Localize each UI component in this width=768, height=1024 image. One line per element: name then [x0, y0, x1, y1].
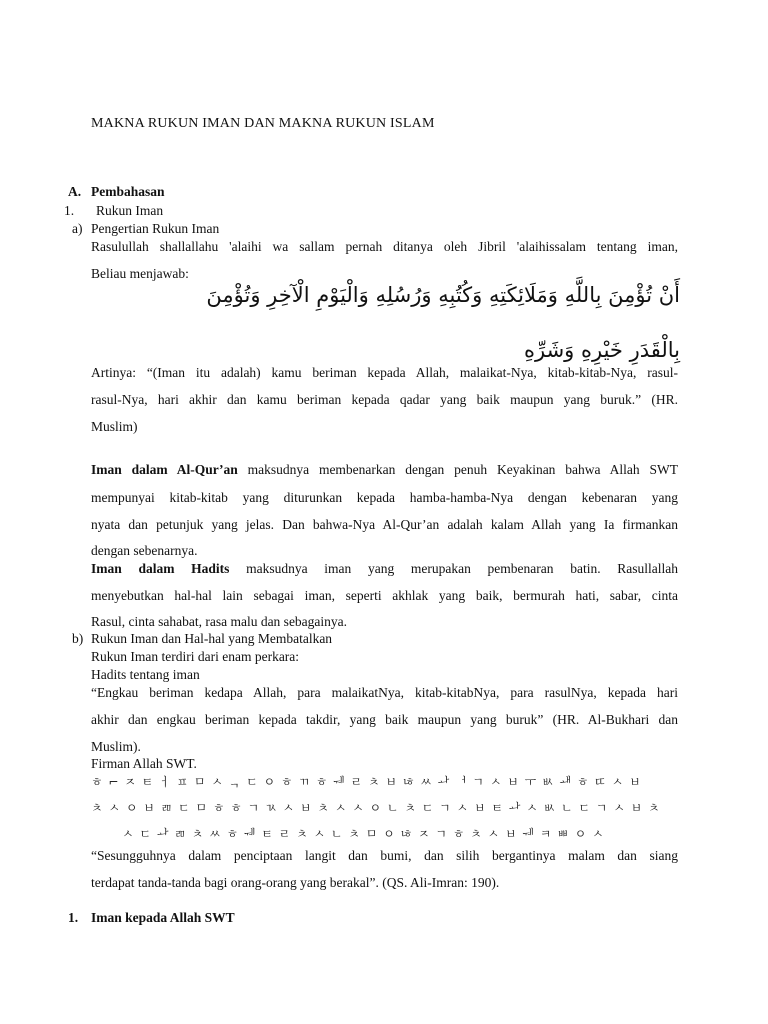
hadits-quote-line: “Engkau beriman kedapa Allah, para malaikatNya, kitab-kitabNya, para rasulNya, kepada hari [91, 685, 678, 700]
sub-b-marker: b) [72, 631, 84, 646]
garbled-verse-row: ㅊ ㅅ ㅇ ㅂ ㄻ ㄷ ㅁ ㅎ ㅎ ㄱ ㄳ ㅅ ㅂ ㅊ ㅅ ㅅ ㅇ ㄴ ㅊ ㄷ ㄱ ㅅ ㅂ ㅌ ᅪ ㅅ ㅄ ㄴ ㄷ ㄱ ㅅ ㅂ ㅊ [91, 801, 661, 815]
artinya-line: Muslim) [91, 419, 138, 434]
iman-hadits-term: Iman dalam Hadits [91, 561, 230, 576]
hadits-quote-line: akhir dan engkau beriman kepada takdir, yang baik maupun yang buruk” (HR. Al-Bukhari dan [91, 712, 678, 727]
garbled-verse-row: ㅎ ⌐ ㅈ ㅌ ㅓ ㅍ ㅁ ㅅ ᆨ ㄷ ㅇ ㅎ ㄲ ㅎ ᅰ ㄹ ㅊ ㅂ ㄶ ㅆ ᅪ ᅥ ㄱ ㅅ ㅂ ㅜ ㅄ ᅫ ㅎ ㄸ ㅅ ㅂ [91, 775, 642, 789]
section-a-marker: A. [68, 184, 82, 199]
item-1-heading: Rukun Iman [96, 203, 164, 218]
iman-quran-line: dengan sebenarnya. [91, 543, 198, 558]
artinya-line: rasul-Nya, hari akhir dan kamu beriman kepada qadar yang baik maupun yang buruk.” (HR. [91, 392, 678, 407]
iman-hadits-line: menyebutkan hal-hal lain sebagai iman, seperti akhlak yang baik, bermurah hati, sabar, cinta [91, 588, 678, 603]
heading-iman-kepada-allah: Iman kepada Allah SWT [91, 910, 235, 925]
rukun-iman-text: Rukun Iman terdiri dari enam perkara: [91, 649, 300, 664]
item-1-marker: 1. [64, 203, 75, 218]
arabic-hadith-line: أَنْ تُؤْمِنَ بِاللَّهِ وَمَلَائِكَتِهِ وَكُتُبِهِ وَرُسُلِهِ وَالْيَوْمِ الْآخِرِ وَتُؤْمِنَ [206, 283, 680, 307]
sub-b-heading: Rukun Iman dan Hal-hal yang Membatalkan [91, 631, 333, 646]
garbled-verse-row: ㅅ ㄷ ᅪ ㄻ ㅊ ㅆ ㅎ ᅰ ㅌ ㄹ ㅊ ㅅ ㄴ ㅊ ㅁ ㅇ ㄶ ㅈ ㄱ ㅎ ㅊ ㅅ ㅂ ᅰ ㅋ ㅃ ㅇ ㅅ [122, 827, 605, 841]
firman-label: Firman Allah SWT. [91, 756, 197, 771]
hadith-intro-line: Rasulullah shallallahu 'alaihi wa sallam pernah ditanya oleh Jibril 'alaihissalam tentang iman, [91, 239, 678, 254]
iman-hadits-text: maksudnya iman yang merupakan pembenaran batin. Rasullallah [229, 561, 678, 576]
hadits-label: Hadits tentang iman [91, 667, 200, 682]
verse-translation-line: terdapat tanda-tanda bagi orang-orang yang berakal”. (QS. Ali-Imran: 190). [91, 875, 500, 890]
iman-quran-term: Iman dalam Al-Qur’an [91, 462, 238, 477]
hadith-intro-line: Beliau menjawab: [91, 266, 189, 281]
heading-1-marker: 1. [68, 910, 79, 925]
section-a-heading: Pembahasan [91, 184, 165, 199]
sub-a-heading: Pengertian Rukun Iman [91, 221, 220, 236]
iman-quran-line [91, 462, 678, 478]
iman-quran-text: maksudnya membenarkan dengan penuh Keyakinan bahwa Allah SWT [237, 462, 678, 477]
artinya-line: Artinya: “(Iman itu adalah) kamu beriman kepada Allah, malaikat-Nya, kitab-kitab-Nya, rasul- [91, 365, 678, 380]
verse-translation-line: “Sesungguhnya dalam penciptaan langit dan bumi, dan silih bergantinya malam dan siang [91, 848, 678, 863]
iman-hadits-line [91, 561, 678, 577]
hadits-quote-line: Muslim). [91, 739, 141, 754]
page-title: MAKNA RUKUN IMAN DAN MAKNA RUKUN ISLAM [91, 116, 435, 131]
sub-a-marker: a) [72, 221, 83, 236]
iman-quran-line: mempunyai kitab-kitab yang diturunkan kepada hamba-hamba-Nya dengan kebenaran yang [91, 490, 678, 505]
arabic-hadith-line: بِالْقَدَرِ خَيْرِهِ وَشَرِّهِ [523, 338, 680, 362]
iman-quran-line: nyata dan petunjuk yang jelas. Dan bahwa-Nya Al-Qur’an adalah kalam Allah yang Ia firmankan [91, 517, 678, 532]
iman-hadits-line: Rasul, cinta sahabat, rasa malu dan sebagainya. [91, 614, 348, 629]
